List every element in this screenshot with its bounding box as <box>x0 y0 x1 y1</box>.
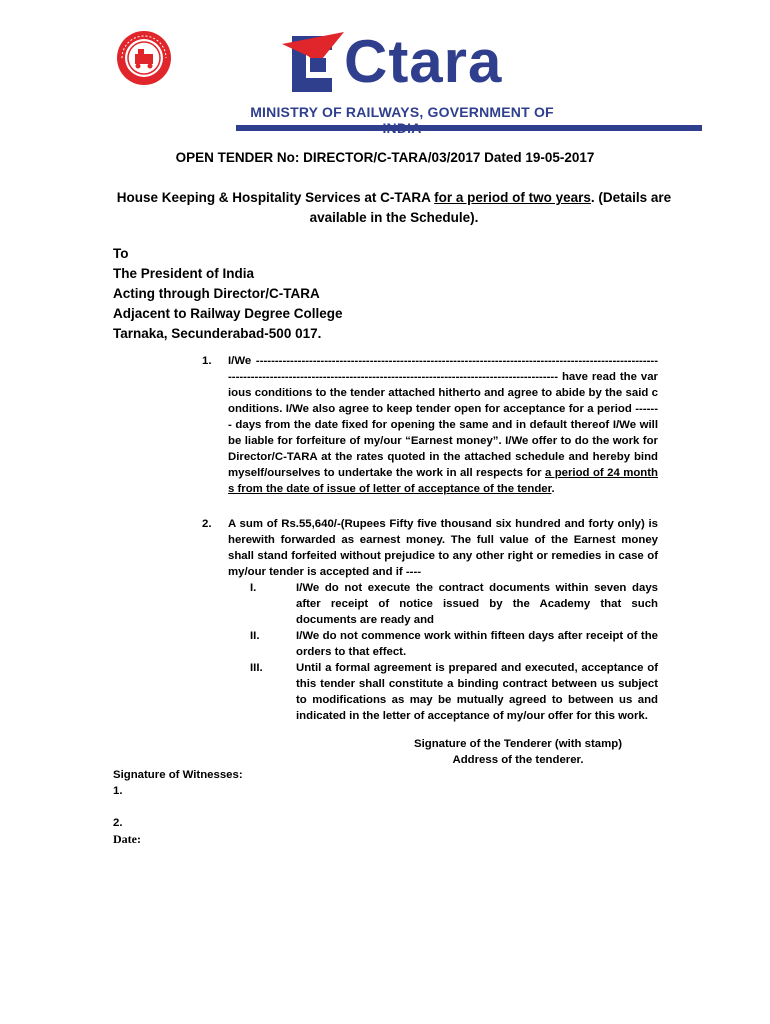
witnesses-label: Signature of Witnesses: <box>113 769 243 781</box>
tender-title: OPEN TENDER No: DIRECTOR/C-TARA/03/2017 Dated 19-05-2017 <box>175 150 595 165</box>
ctara-logo <box>278 30 523 98</box>
address-label: Address of the tenderer. <box>452 754 584 766</box>
clause-text: I/We ------------------------------------------------------------------------------------------------------------------------------------------------------------------------------------------------- have read the various conditions to the tender attached hitherto and agree to abide by the said conditions. I/We also agree to keep tender open for acceptance for a period ------- days from the date fixed for opening the same and in default thereof I/We will be liable for forfeiture of my/our “Earnest money”. I/We offer to do the work for Director/C-TARA at the rates quoted in the attached schedule and hereby bind myself/ourselves to undertake the work in all respects for a period of 24 months from the date of issue of letter of acceptance of the tender. <box>228 355 659 495</box>
recipient-address <box>113 244 343 344</box>
ctara-mark-icon <box>278 30 348 98</box>
ministry-heading: MINISTRY OF RAILWAYS, GOVERNMENT OF <box>250 104 554 120</box>
subclause-text: Until a formal agreement is prepared and executed, acceptance of this tender shall constitute a binding contract between us subject to modifications as may be mutually agreed to between us and indicated in the letter of acceptance of my/our offer for this work. <box>296 662 658 722</box>
tender-clause-2 <box>202 516 658 580</box>
date-label: Date: <box>113 832 141 846</box>
clause-2-subitems <box>202 580 658 724</box>
address-line: The President of India <box>113 266 255 281</box>
tender-clause-1 <box>202 353 658 497</box>
witnesses-block <box>113 767 243 799</box>
header-divider <box>236 125 702 131</box>
clause-number: 2. <box>202 518 212 530</box>
subclause-item <box>228 660 658 724</box>
tender-subject: House Keeping & Hospitality Services at C-TARA for a period of two years. (Details are available in the Schedule). <box>116 190 672 225</box>
subclause-text: I/We do not commence work within fifteen days after receipt of the orders to that effect. <box>296 630 658 658</box>
subclause-item <box>228 628 658 660</box>
witness-2-block <box>113 815 141 847</box>
address-line: Adjacent to Railway Degree College <box>113 306 343 321</box>
clause-number: 1. <box>202 355 212 367</box>
address-line: Tarnaka, Secunderabad-500 017. <box>113 326 322 341</box>
subclause-number: III. <box>250 662 263 674</box>
witness-1: 1. <box>113 785 123 797</box>
address-line: To <box>113 246 129 261</box>
logo-wordmark: Ctara <box>344 28 503 95</box>
subclause-number: I. <box>250 582 257 594</box>
signature-label: Signature of the Tenderer (with stamp) <box>413 738 622 750</box>
witness-2: 2. <box>113 817 123 829</box>
address-line: Acting through Director/C-TARA <box>113 286 320 301</box>
subclause-item <box>228 580 658 628</box>
subclause-number: II. <box>250 630 260 642</box>
subclause-text: I/We do not execute the contract documents within seven days after receipt of notice issued by the Academy that such documents are ready and <box>296 582 658 626</box>
tenderer-signature-block <box>400 736 636 768</box>
railway-emblem-icon <box>116 30 172 86</box>
clause-text: A sum of Rs.55,640/-(Rupees Fifty five thousand six hundred and forty only) is herewith forwarded as earnest money. The full value of the Earnest money shall stand forfeited without prejudice to any other right or remedies in case of my/our tender is accepted and if ---- <box>228 518 658 578</box>
